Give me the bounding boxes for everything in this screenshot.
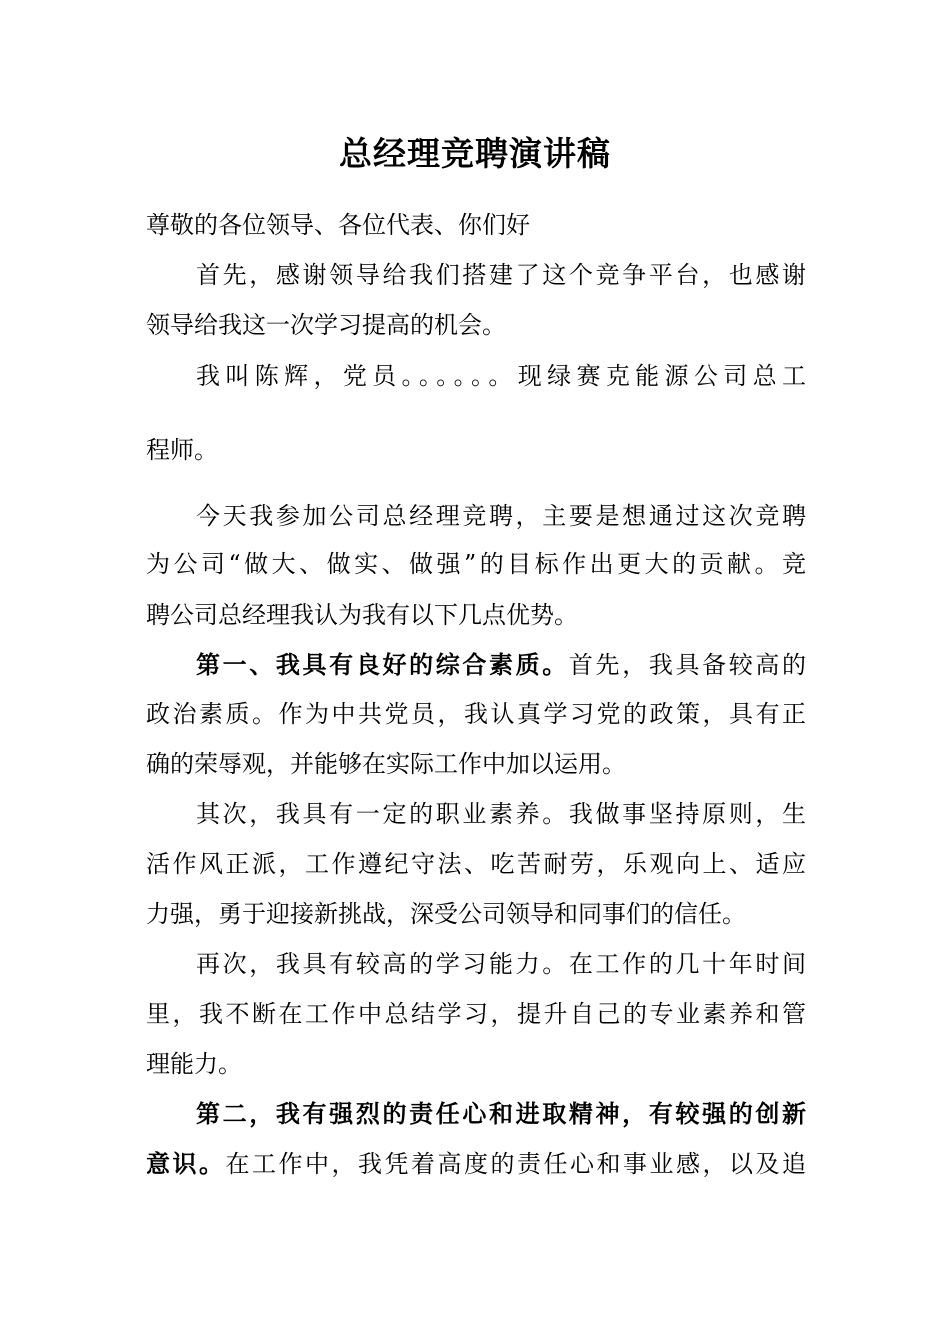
paragraph-line: 再次，我具有较高的学习能力。在工作的几十年时间 — [196, 950, 806, 978]
paragraph-line: 确的荣辱观，并能够在实际工作中加以运用。 — [146, 750, 626, 778]
paragraph-line: 活作风正派，工作遵纪守法、吃苦耐劳，乐观向上、适应 — [146, 850, 806, 878]
bold-heading: 第一、我具有良好的综合素质。 — [196, 651, 569, 679]
paragraph-line: 首先，感谢领导给我们搭建了这个竞争平台，也感谢 — [196, 261, 806, 289]
paragraph-line: 第二，我有强烈的责任心和进取精神，有较强的创新 — [196, 1100, 806, 1128]
line-text: 在工作中，我凭着高度的责任心和事业感，以及追 — [225, 1150, 806, 1178]
paragraph-line: 力强，勇于迎接新挑战，深受公司领导和同事们的信任。 — [146, 900, 746, 928]
paragraph-line — [146, 1149, 806, 1179]
paragraph-line: 理能力。 — [146, 1050, 242, 1078]
document-title: 总经理竞聘演讲稿 — [339, 134, 611, 173]
paragraph-line: 为公司“做大、做实、做强”的目标作出更大的贡献。竞 — [146, 550, 806, 578]
paragraph-line: 领导给我这一次学习提高的机会。 — [146, 311, 506, 339]
paragraph-line: 我叫陈辉，党员。。。。。。现绿赛克能源公司总工 — [196, 362, 806, 390]
paragraph-line: 里，我不断在工作中总结学习，提升自己的专业素养和管 — [146, 1000, 806, 1028]
paragraph-line — [196, 650, 806, 680]
paragraph-line: 今天我参加公司总经理竞聘，主要是想通过这次竞聘 — [196, 502, 806, 530]
paragraph-line: 程师。 — [146, 436, 218, 464]
bold-heading: 意识。 — [146, 1150, 226, 1178]
paragraph-line: 聘公司总经理我认为我有以下几点优势。 — [146, 601, 578, 629]
greeting-line: 尊敬的各位领导、各位代表、你们好 — [146, 211, 530, 239]
line-text: 首先，我具备较高的 — [568, 651, 807, 679]
paragraph-line: 政治素质。作为中共党员，我认真学习党的政策，具有正 — [146, 700, 806, 728]
paragraph-line: 其次，我具有一定的职业素养。我做事坚持原则，生 — [196, 800, 806, 828]
